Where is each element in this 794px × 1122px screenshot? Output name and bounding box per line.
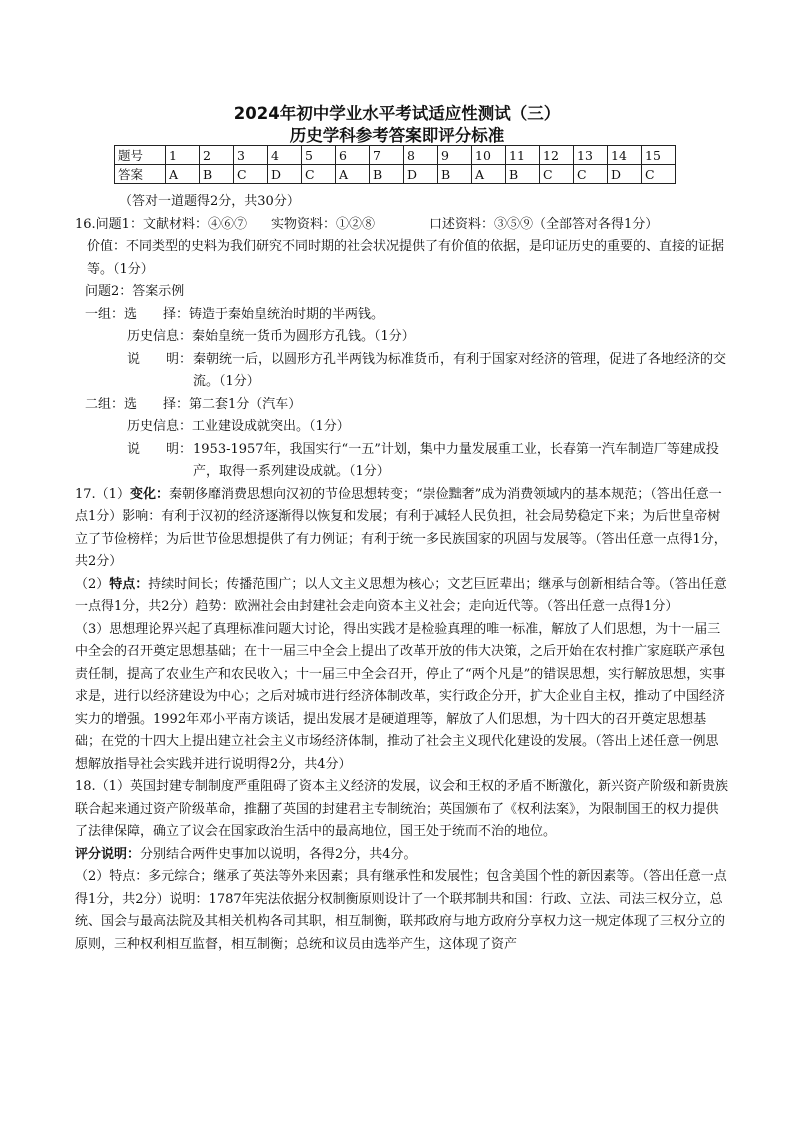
q16-q2-title: 问题2：答案示例 bbox=[85, 284, 185, 299]
answer-cell: B bbox=[438, 165, 472, 184]
answer-cell: B bbox=[370, 165, 404, 184]
answer-cell: C bbox=[574, 165, 608, 184]
question-number-cell: 9 bbox=[438, 146, 472, 165]
question-number-cell: 2 bbox=[200, 146, 234, 165]
question-number-cell: 6 bbox=[336, 146, 370, 165]
answer-cell: D bbox=[404, 165, 438, 184]
question-number-cell: 13 bbox=[574, 146, 608, 165]
answer-cell: A bbox=[166, 165, 200, 184]
q16-artifacts: 实物资料：①②⑧ bbox=[270, 216, 375, 232]
answer-cell: C bbox=[642, 165, 676, 184]
g2-info-label: 历史信息： bbox=[127, 419, 193, 434]
row-label-answer: 答案 bbox=[115, 165, 166, 184]
g2-choose bbox=[75, 394, 730, 417]
table-row-numbers bbox=[115, 146, 676, 165]
q17-part2 bbox=[75, 574, 730, 619]
q17-p1-heading: 变化： bbox=[129, 486, 169, 502]
question-number-cell: 10 bbox=[472, 146, 506, 165]
g2-explain-label: 说 明： bbox=[127, 441, 193, 457]
q16-oral: 口述资料：③⑤⑨（全部答对各得1分） bbox=[428, 216, 659, 232]
g1-explain bbox=[75, 349, 730, 394]
g1-explain-label: 说 明： bbox=[127, 351, 193, 367]
g2-choose-text: 第二套1分（汽车） bbox=[189, 396, 302, 412]
question-number-cell: 4 bbox=[268, 146, 302, 165]
row-label-number: 题号 bbox=[115, 146, 166, 165]
table-row-answers bbox=[115, 165, 676, 184]
answer-cell: B bbox=[506, 165, 540, 184]
page-title: 2024年初中学业水平考试适应性测试（三） bbox=[233, 104, 561, 123]
answer-cell: B bbox=[200, 165, 234, 184]
question-number-cell: 5 bbox=[302, 146, 336, 165]
g2-choose-label: 二组：选 择： bbox=[85, 396, 190, 412]
q17-p2-heading: 特点： bbox=[109, 576, 149, 592]
question-number-cell: 1 bbox=[166, 146, 200, 165]
question-number-cell: 8 bbox=[404, 146, 438, 165]
question-number-cell: 11 bbox=[506, 146, 540, 165]
answer-table bbox=[114, 145, 676, 184]
g2-explain bbox=[75, 439, 730, 484]
g1-explain-text: 秦朝统一后，以圆形方孔半两钱为标准货币，有利于国家对经济的管理，促进了各地经济的交流。（1分） bbox=[193, 351, 727, 389]
q17-p2-prefix: （2） bbox=[75, 576, 110, 592]
question-number-cell: 7 bbox=[370, 146, 404, 165]
answer-cell: C bbox=[234, 165, 268, 184]
g2-info-text: 工业建设成就突出。（1分） bbox=[192, 419, 350, 434]
q17-part3: （3）思想理论界兴起了真理标准问题大讨论，得出实践才是检验真理的唯一标准，解放了人们思想，为十一届三中全会的召开奠定思想基础；在十一届三中全会上提出了改革开放的伟大决策，之后开始在农村推广家庭联产承包责任制，提高了农业生产和农民收入；十一届三中全会召开，停止了“两个凡是”的错误思想，实行解放思想，实事求是，进行以经济建设为中心；之后对城市进行经济体制改革，实行政企分开，扩大企业自主权，推动了中国经济实力的增强。1992年邓小平南方谈话，提出发展才是硬道理等，解放了人们思想，为十四大的召开奠定思想基础；在党的十四大上提出建立社会主义市场经济体制，推动了社会主义现代化建设的发展。（答出上述任意一例思想解放指导社会实践并进行说明得2分，共4分） bbox=[75, 621, 726, 772]
g1-choose-label: 一组：选 择： bbox=[85, 306, 190, 322]
question-number-cell: 3 bbox=[234, 146, 268, 165]
q18-part2: （2）特点：多元综合；继承了英法等外来因素；具有继承性和发展性；包含美国个性的新因素等。（答出任意一点得1分，共2分）说明：1787年宪法依据分权制衡原则设计了一个联邦制共和国：行政、立法、司法三权分立，总统、国会与最高法院及其相关机构各司其职，相互制衡，联邦政府与地方政府分享权力这一规定体现了三权分立的原则，三种权利相互监督，相互制衡；总统和议员由选举产生，这体现了资产 bbox=[75, 869, 727, 952]
answer-cell: C bbox=[540, 165, 574, 184]
q18-score-heading: 评分说明： bbox=[75, 846, 141, 862]
answer-cell: D bbox=[268, 165, 302, 184]
g2-explain-text: 1953-1957年，我国实行“一五”计划，集中力量发展重工业，长春第一汽车制造厂等建成投产，取得一系列建设成就。（1分） bbox=[193, 441, 719, 479]
g2-info bbox=[75, 416, 730, 439]
q18-score-note bbox=[75, 844, 730, 867]
answer-body bbox=[75, 191, 730, 956]
answer-cell: D bbox=[608, 165, 642, 184]
question-number-cell: 12 bbox=[540, 146, 574, 165]
answer-cell: C bbox=[302, 165, 336, 184]
q16-value: 价值：不同类型的史料为我们研究不同时期的社会状况提供了有价值的依据，是印证历史的重要的、直接的证据等。（1分） bbox=[87, 239, 725, 277]
q18-part1: 18.（1）英国封建专制制度严重阻碍了资本主义经济的发展，议会和王权的矛盾不断激化，新兴资产阶级和新贵族联合起来通过资产阶级革命，推翻了英国的封建君主专制统治；英国颁布了《权利法案》，为限制国王的权力提供了法律保障，确立了议会在国家政治生活中的最高地位，国王处于统而不治的地位。 bbox=[75, 779, 728, 839]
answer-cell: A bbox=[472, 165, 506, 184]
question-number-cell: 14 bbox=[608, 146, 642, 165]
q18-score-text: 分别结合两件史事加以说明，各得2分，共4分。 bbox=[140, 846, 417, 862]
g1-info-text: 秦始皇统一货币为圆形方孔钱。（1分） bbox=[192, 329, 415, 344]
q17-p1-prefix: 17.（1） bbox=[75, 486, 130, 502]
question-number-cell: 15 bbox=[642, 146, 676, 165]
q17-p2-text: 持续时间长；传播范围广；以人文主义思想为核心；文艺巨匠辈出；继承与创新相结合等。（答出任意一点得1分，共2分）趋势：欧洲社会由封建社会走向资本主义社会；走向近代等。（答出任意一点得1分） bbox=[75, 576, 727, 614]
g1-info bbox=[75, 326, 730, 349]
table-note: （答对一道题得2分，共30分） bbox=[119, 194, 300, 209]
q17-part1 bbox=[75, 484, 730, 574]
answer-cell: A bbox=[336, 165, 370, 184]
g1-info-label: 历史信息： bbox=[127, 329, 193, 344]
page-subtitle: 历史学科参考答案即评分标准 bbox=[289, 126, 505, 145]
g1-choose bbox=[75, 304, 730, 327]
q17-p1-text: 秦朝侈靡消费思想向汉初的节俭思想转变；“崇俭黜奢”成为消费领域内的基本规范；（答出任意一点1分）影响：有利于汉初的经济逐渐得以恢复和发展；有利于减轻人民负担，社会局势稳定下来；为后世皇帝树立了节俭榜样；为后世节俭思想提供了有力例证；有利于统一多民族国家的巩固与发展等。（答出任意一点得1分，共2分） bbox=[75, 486, 727, 569]
g1-choose-text: 铸造于秦始皇统治时期的半两钱。 bbox=[189, 306, 385, 322]
q16-line1 bbox=[75, 214, 730, 237]
q16-documents: 16.问题1：文献材料：④⑥⑦ bbox=[75, 216, 247, 232]
